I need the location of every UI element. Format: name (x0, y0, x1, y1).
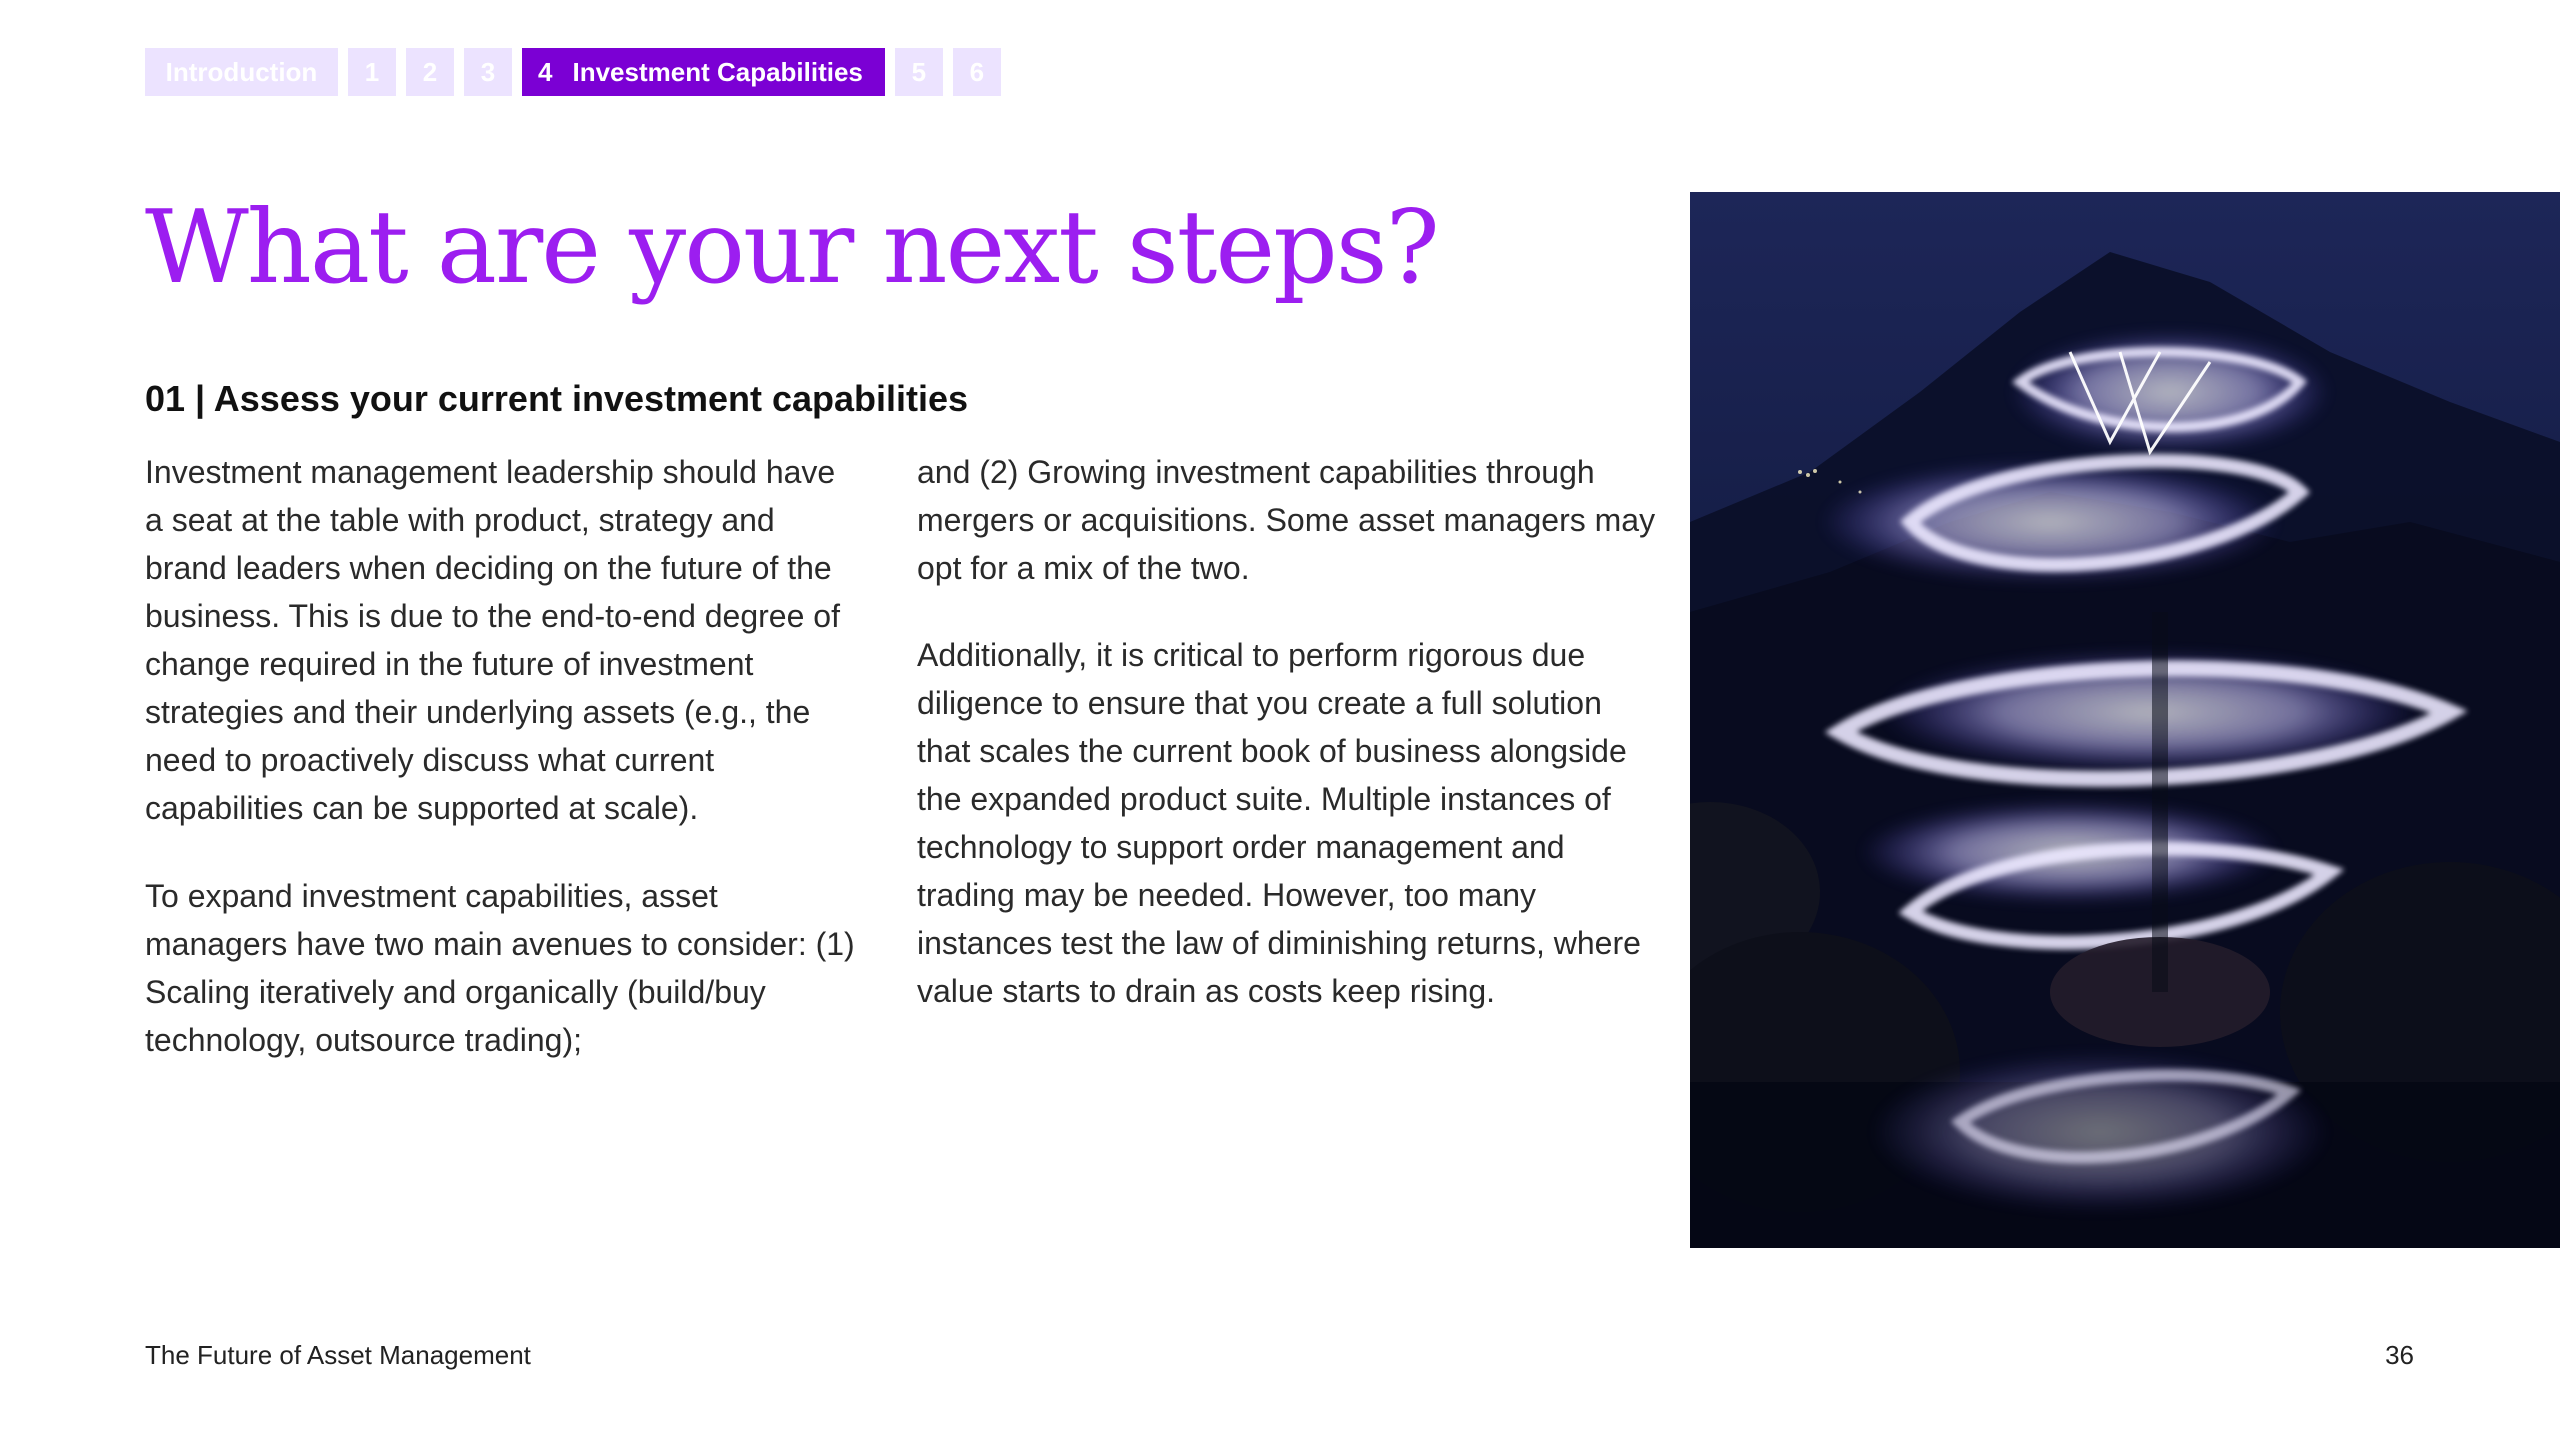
nav-tab-6[interactable] (953, 48, 1001, 96)
nav-tab-number: 4 (538, 56, 553, 87)
nav-tab-3[interactable] (464, 48, 512, 96)
body-paragraph: Additionally, it is critical to perform rigorous due diligence to ensure that you create a full solution that scales the current book of business alongside the expanded product suite. Multiple instances of technology to support order management and trading may be needed. However, too many instances test the law of diminishing returns, where value starts to drain as costs keep rising. (917, 637, 1641, 1009)
nav-tab-label: Introduction (165, 56, 318, 87)
nav-tab-introduction[interactable] (145, 48, 338, 96)
nav-tab-label: 6 (969, 56, 985, 87)
nav-tab-label: 2 (422, 56, 438, 87)
nav-tab-label: Investment Capabilities (572, 56, 863, 87)
body-column-right (917, 448, 1657, 1015)
nav-tab-5[interactable] (895, 48, 943, 96)
light-painting-photo (1690, 192, 2560, 1248)
body-paragraph: and (2) Growing investment capabilities through mergers or acquisitions. Some asset managers may opt for a mix of the two. (917, 454, 1656, 586)
section-nav (145, 48, 1001, 96)
page-number: 36 (2385, 1340, 2414, 1370)
nav-tab-investment-capabilities[interactable] (522, 48, 885, 96)
nav-tab-label: 1 (364, 56, 380, 87)
page-title: What are your next steps? (145, 188, 1438, 306)
section-subhead: 01 | Assess your current investment capabilities (145, 378, 969, 419)
nav-tab-2[interactable] (406, 48, 454, 96)
nav-tab-label: 3 (480, 56, 496, 87)
light-painting-illustration (1690, 192, 2560, 1248)
footer-document-title: The Future of Asset Management (145, 1340, 531, 1370)
body-paragraph: Investment management leadership should have a seat at the table with product, strategy and brand leaders when deciding on the future of the business. This is due to the end-to-end degree of change required in the future of investment strategies and their underlying assets (e.g., the need to proactively discuss what current capabilities can be supported at scale). (145, 454, 840, 826)
nav-tab-1[interactable] (348, 48, 396, 96)
body-paragraph: To expand investment capabilities, asset managers have two main avenues to consider: (1) Scaling iteratively and organically (build/buy technology, outsource trading); (145, 878, 855, 1058)
body-column-left (145, 448, 855, 1064)
nav-tab-label: 5 (911, 56, 927, 87)
